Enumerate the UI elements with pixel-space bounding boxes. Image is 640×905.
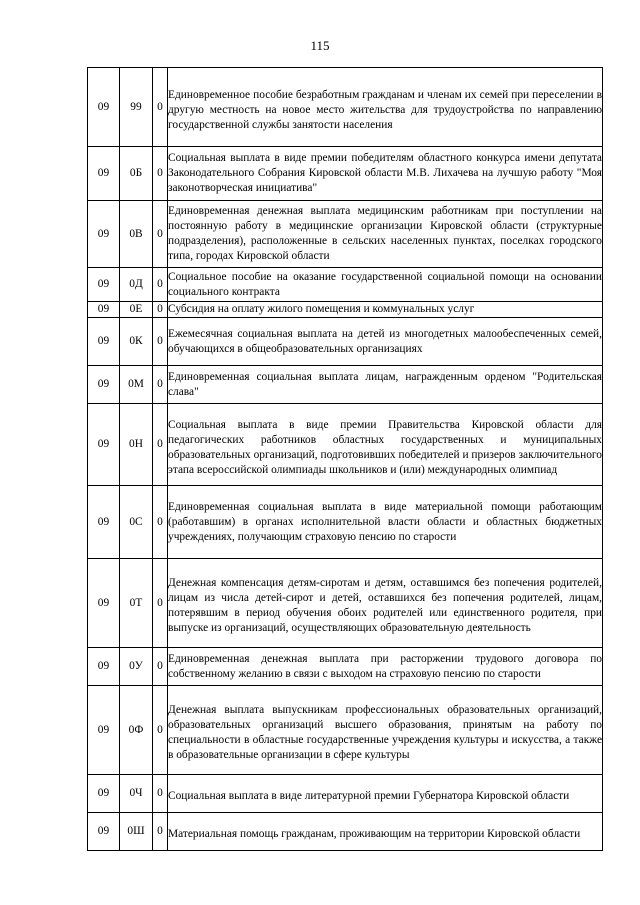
table-row bbox=[88, 686, 603, 775]
description-cell: Единовременное пособие безработным гражданам и членам их семей при переселении в другую местность на новое место жительства для трудоустройства по направлению государственной службы занятости населения bbox=[168, 68, 603, 147]
code-cell-1: 09 bbox=[88, 318, 120, 366]
code-cell-2: 0У bbox=[120, 648, 153, 686]
code-cell-2: 0Д bbox=[120, 268, 153, 302]
code-cell-3: 0 bbox=[153, 813, 168, 851]
code-cell-2: 0Ч bbox=[120, 775, 153, 813]
description-cell: Социальное пособие на оказание государственной социальной помощи на основании социального контракта bbox=[168, 268, 603, 302]
code-cell-3: 0 bbox=[153, 201, 168, 268]
code-cell-1: 09 bbox=[88, 201, 120, 268]
description-cell: Единовременная социальная выплата в виде материальной помощи работающим (работавшим) в органах исполнительной власти области и областных бюджетных учреждениях, получающим страховую пенсию по старости bbox=[168, 486, 603, 559]
code-cell-3: 0 bbox=[153, 318, 168, 366]
code-cell-3: 0 bbox=[153, 486, 168, 559]
code-cell-2: 0Ш bbox=[120, 813, 153, 851]
code-cell-2: 0К bbox=[120, 318, 153, 366]
table-row bbox=[88, 813, 603, 851]
table-row bbox=[88, 68, 603, 147]
code-cell-3: 0 bbox=[153, 559, 168, 648]
description-cell: Социальная выплата в виде литературной премии Губернатора Кировской области bbox=[168, 775, 603, 813]
code-cell-3: 0 bbox=[153, 404, 168, 486]
budget-codes-table bbox=[87, 67, 603, 851]
table-row bbox=[88, 318, 603, 366]
code-cell-2: 0Б bbox=[120, 147, 153, 201]
code-cell-2: 0М bbox=[120, 366, 153, 404]
table-row bbox=[88, 404, 603, 486]
code-cell-3: 0 bbox=[153, 775, 168, 813]
description-cell: Ежемесячная социальная выплата на детей из многодетных малообеспеченных семей, обучающихся в общеобразовательных организациях bbox=[168, 318, 603, 366]
table-row bbox=[88, 302, 603, 318]
code-cell-1: 09 bbox=[88, 559, 120, 648]
code-cell-2: 0В bbox=[120, 201, 153, 268]
code-cell-1: 09 bbox=[88, 813, 120, 851]
table-row bbox=[88, 366, 603, 404]
code-cell-2: 0С bbox=[120, 486, 153, 559]
description-cell: Материальная помощь гражданам, проживающим на территории Кировской области bbox=[168, 813, 603, 851]
page-number: 115 bbox=[310, 38, 330, 53]
code-cell-3: 0 bbox=[153, 648, 168, 686]
code-cell-1: 09 bbox=[88, 302, 120, 318]
code-cell-1: 09 bbox=[88, 147, 120, 201]
description-cell: Единовременная денежная выплата медицинским работникам при поступлении на постоянную работу в медицинские организации Кировской области (структурные подразделения), расположенные в сельских населенных пунктах, поселках городского типа, городах Кировской области bbox=[168, 201, 603, 268]
table-row bbox=[88, 268, 603, 302]
code-cell-3: 0 bbox=[153, 147, 168, 201]
description-cell: Денежная компенсация детям-сиротам и детям, оставшимся без попечения родителей, лицам из числа детей-сирот и детей, оставшихся без попечения родителей, лицам, потерявшим в период обучения обоих родителей или единственного родителя, при выпуске из организаций, осуществляющих образовательную деятельность bbox=[168, 559, 603, 648]
code-cell-2: 0Т bbox=[120, 559, 153, 648]
description-cell: Единовременная социальная выплата лицам, награжденным орденом "Родительская слава" bbox=[168, 366, 603, 404]
description-cell: Социальная выплата в виде премии Правительства Кировской области для педагогических работников областных государственных и муниципальных образовательных организаций, подготовивших победителей и призеров заключительного этапа всероссийской олимпиады школьников и (или) международных олимпиад bbox=[168, 404, 603, 486]
code-cell-1: 09 bbox=[88, 366, 120, 404]
description-cell: Субсидия на оплату жилого помещения и коммунальных услуг bbox=[168, 302, 603, 318]
description-cell: Единовременная денежная выплата при расторжении трудового договора по собственному желанию в связи с выходом на страховую пенсию по старости bbox=[168, 648, 603, 686]
code-cell-1: 09 bbox=[88, 775, 120, 813]
table-row bbox=[88, 201, 603, 268]
code-cell-2: 0Н bbox=[120, 404, 153, 486]
code-cell-1: 09 bbox=[88, 648, 120, 686]
code-cell-1: 09 bbox=[88, 268, 120, 302]
code-cell-1: 09 bbox=[88, 404, 120, 486]
code-cell-3: 0 bbox=[153, 366, 168, 404]
description-cell: Денежная выплата выпускникам профессиональных образовательных организаций, образовательных организаций высшего образования, принятым на работу по специальности в областные государственные учреждения культуры и искусства, а также в образовательные организации в сфере культуры bbox=[168, 686, 603, 775]
code-cell-1: 09 bbox=[88, 686, 120, 775]
table-row bbox=[88, 486, 603, 559]
code-cell-2: 99 bbox=[120, 68, 153, 147]
code-cell-2: 0Ф bbox=[120, 686, 153, 775]
table-row bbox=[88, 559, 603, 648]
table-row bbox=[88, 775, 603, 813]
table-row bbox=[88, 147, 603, 201]
table-row bbox=[88, 648, 603, 686]
code-cell-3: 0 bbox=[153, 68, 168, 147]
code-cell-1: 09 bbox=[88, 68, 120, 147]
code-cell-3: 0 bbox=[153, 686, 168, 775]
code-cell-3: 0 bbox=[153, 302, 168, 318]
code-cell-3: 0 bbox=[153, 268, 168, 302]
code-cell-1: 09 bbox=[88, 486, 120, 559]
description-cell: Социальная выплата в виде премии победителям областного конкурса имени депутата Законодательного Собрания Кировской области М.В. Лихачева на лучшую работу "Моя законотворческая инициатива" bbox=[168, 147, 603, 201]
code-cell-2: 0Е bbox=[120, 302, 153, 318]
